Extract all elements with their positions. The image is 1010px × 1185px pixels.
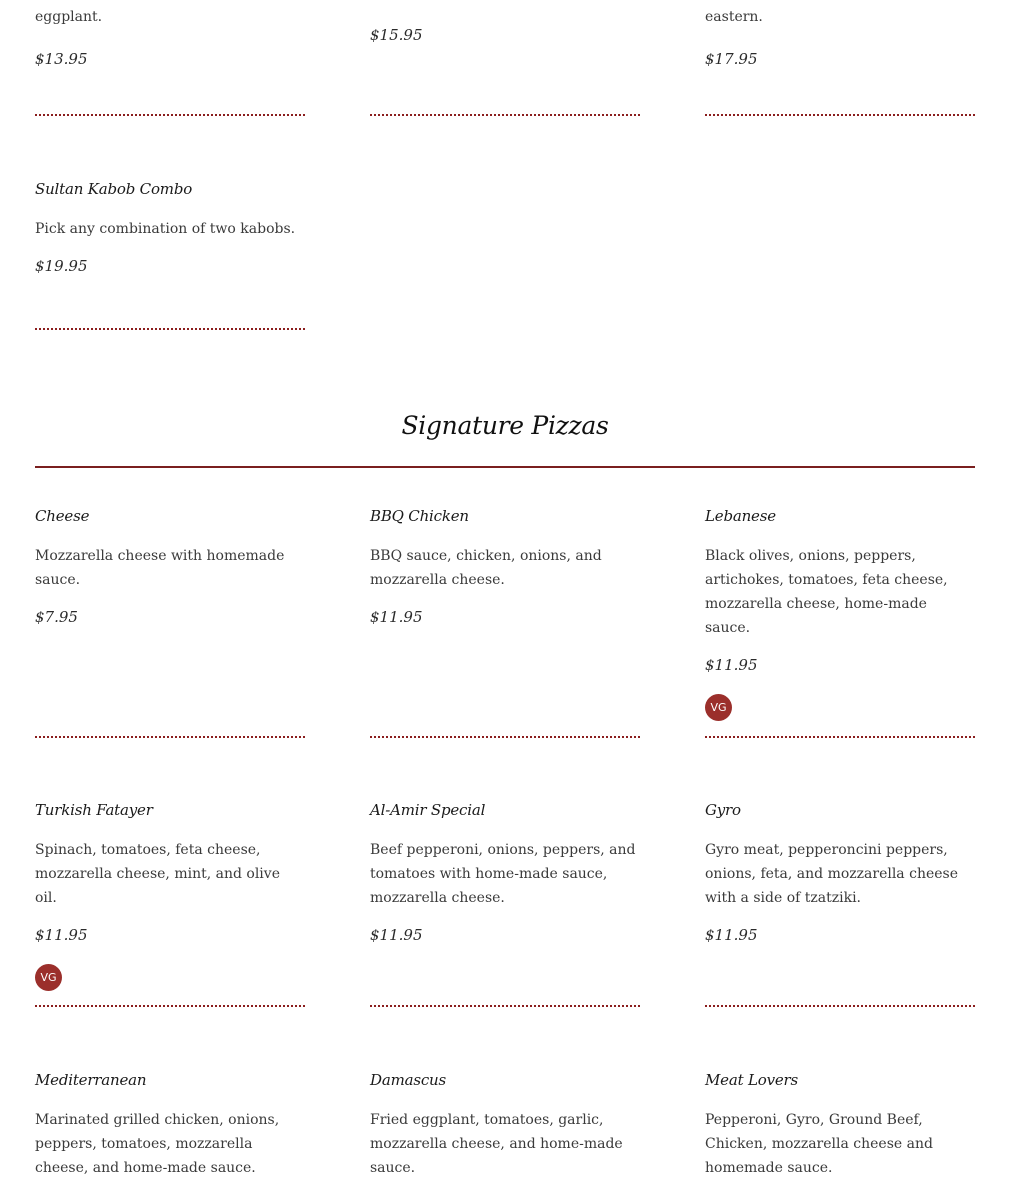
menu-item-title: Al-Amir Special (370, 801, 486, 819)
vegetarian-badge: VG (35, 964, 62, 991)
menu-item-cheese (35, 506, 305, 627)
menu-item-price: $19.95 (35, 257, 88, 275)
menu-item-description: Gyro meat, pepperoncini peppers, onions, feta, and mozzarella cheese with a side of tzatziki. (705, 842, 958, 906)
menu-item-bbq-chicken (370, 506, 640, 627)
menu-item-meat-lovers (705, 1070, 975, 1180)
menu-item-al-amir-special (370, 800, 640, 945)
menu-item-title: Gyro (705, 801, 741, 819)
menu-item-mediterranean (35, 1070, 305, 1180)
menu-item-title: Damascus (370, 1071, 446, 1089)
menu-item-title: Sultan Kabob Combo (35, 180, 193, 198)
menu-item-price: $15.95 (370, 26, 423, 44)
menu-item-description: Beef pepperoni, onions, peppers, and tomatoes with home-made sauce, mozzarella cheese. (370, 842, 636, 906)
item-divider (705, 1005, 975, 1007)
menu-content (35, 0, 975, 1185)
menu-item-title: BBQ Chicken (370, 507, 469, 525)
menu-item-price: $11.95 (705, 926, 758, 944)
menu-item-gyro (705, 800, 975, 945)
item-divider (35, 1005, 305, 1007)
menu-item-description: Spinach, tomatoes, feta cheese, mozzarella cheese, mint, and olive oil. (35, 842, 280, 906)
menu-item-price: $11.95 (35, 926, 88, 944)
menu-item-lebanese (705, 506, 975, 721)
item-divider (705, 114, 975, 116)
menu-item-price: $13.95 (35, 50, 88, 68)
item-divider (370, 736, 640, 738)
menu-item-turkish-fatayer (35, 800, 305, 991)
menu-item-description: eastern. (705, 9, 763, 25)
menu-item-sultan-kabob-combo (35, 179, 305, 276)
menu-item-damascus (370, 1070, 640, 1180)
menu-item-price: $7.95 (35, 608, 78, 626)
item-divider (35, 736, 305, 738)
item-divider (35, 114, 305, 116)
menu-item-description: Fried eggplant, tomatoes, garlic, mozzarella cheese, and home-made sauce. (370, 1112, 623, 1176)
menu-item-description: Pepperoni, Gyro, Ground Beef, Chicken, mozzarella cheese and homemade sauce. (705, 1112, 933, 1176)
menu-item-price: $11.95 (705, 656, 758, 674)
item-divider (370, 1005, 640, 1007)
section-divider (35, 466, 975, 468)
section-title: Signature Pizzas (401, 411, 609, 440)
menu-item-title: Mediterranean (35, 1071, 147, 1089)
vegetarian-badge: VG (705, 694, 732, 721)
menu-item-title: Meat Lovers (705, 1071, 798, 1089)
item-divider (35, 328, 305, 330)
menu-item-price: $11.95 (370, 926, 423, 944)
menu-item-description: Black olives, onions, peppers, artichokes, tomatoes, feta cheese, mozzarella cheese, home-made sauce. (705, 548, 948, 636)
menu-item-title: Cheese (35, 507, 90, 525)
menu-item-description: Marinated grilled chicken, onions, peppers, tomatoes, mozzarella cheese, and home-made sauce. (35, 1112, 280, 1176)
item-divider (705, 736, 975, 738)
menu-item-price: $11.95 (370, 608, 423, 626)
menu-item-title: Turkish Fatayer (35, 801, 153, 819)
menu-item-description: eggplant. (35, 9, 103, 25)
menu-item-description: BBQ sauce, chicken, onions, and mozzarella cheese. (370, 548, 602, 588)
item-divider (370, 114, 640, 116)
menu-item-description: Mozzarella cheese with homemade sauce. (35, 548, 285, 588)
menu-item-price: $17.95 (705, 50, 758, 68)
menu-item-description: Pick any combination of two kabobs. (35, 221, 296, 237)
menu-item-title: Lebanese (705, 507, 776, 525)
